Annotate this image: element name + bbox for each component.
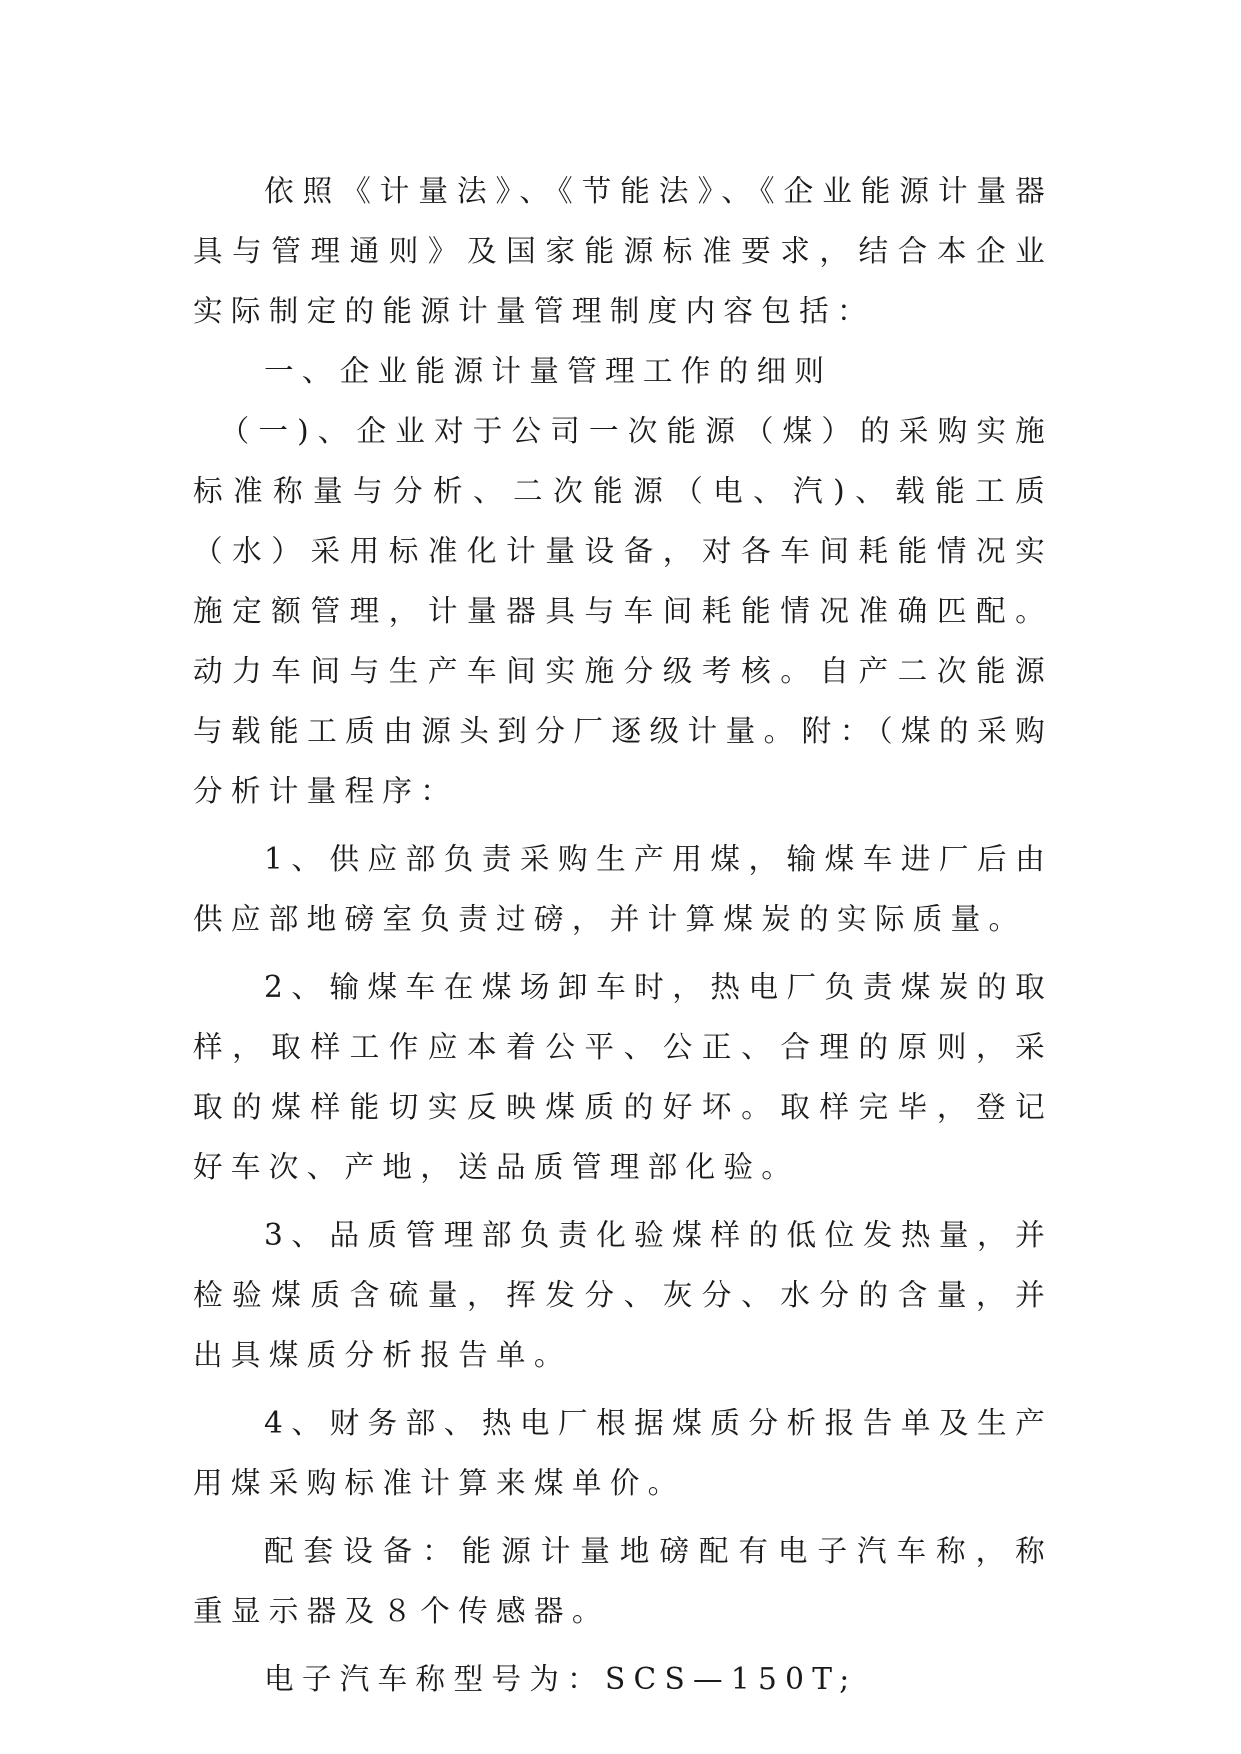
paragraph-step-3: 3、品质管理部负责化验煤样的低位发热量，并检验煤质含硫量，挥发分、灰分、水分的含量，并出具煤质分析报告单。 (193, 1218, 1053, 1372)
paragraph-step-1: 1、供应部负责采购生产用煤，输煤车进厂后由供应部地磅室负责过磅，并计算煤炭的实际质量。 (193, 842, 1053, 936)
section-heading: 一、企业能源计量管理工作的细则 (264, 354, 833, 388)
paragraph-intro: 依照《计量法》、《节能法》、《企业能源计量器具与管理通则》及国家能源标准要求，结合本企业实际制定的能源计量管理制度内容包括： (193, 174, 1053, 328)
paragraph-subsection-1: （一)、企业对于公司一次能源（煤）的采购实施标准称量与分析、二次能源（电、汽)、载能工质（水）采用标准化计量设备，对各车间耗能情况实施定额管理，计量器具与车间耗能情况准确匹配。动力车间与生产车间实施分级考核。自产二次能源与载能工质由源头到分厂逐级计量。附：（煤的采购分析计量程序： (193, 414, 1053, 808)
paragraph-model: 电子汽车称型号为：SCS—150T; (264, 1662, 858, 1696)
paragraph-step-2: 2、输煤车在煤场卸车时，热电厂负责煤炭的取样，取样工作应本着公平、公正、合理的原则，采取的煤样能切实反映煤质的好坏。取样完毕，登记好车次、产地，送品质管理部化验。 (193, 970, 1053, 1184)
paragraph-step-4: 4、财务部、热电厂根据煤质分析报告单及生产用煤采购标准计算来煤单价。 (193, 1406, 1053, 1500)
paragraph-equipment: 配套设备：能源计量地磅配有电子汽车称，称重显示器及８个传感器。 (193, 1534, 1053, 1628)
document-body (193, 161, 1053, 1709)
